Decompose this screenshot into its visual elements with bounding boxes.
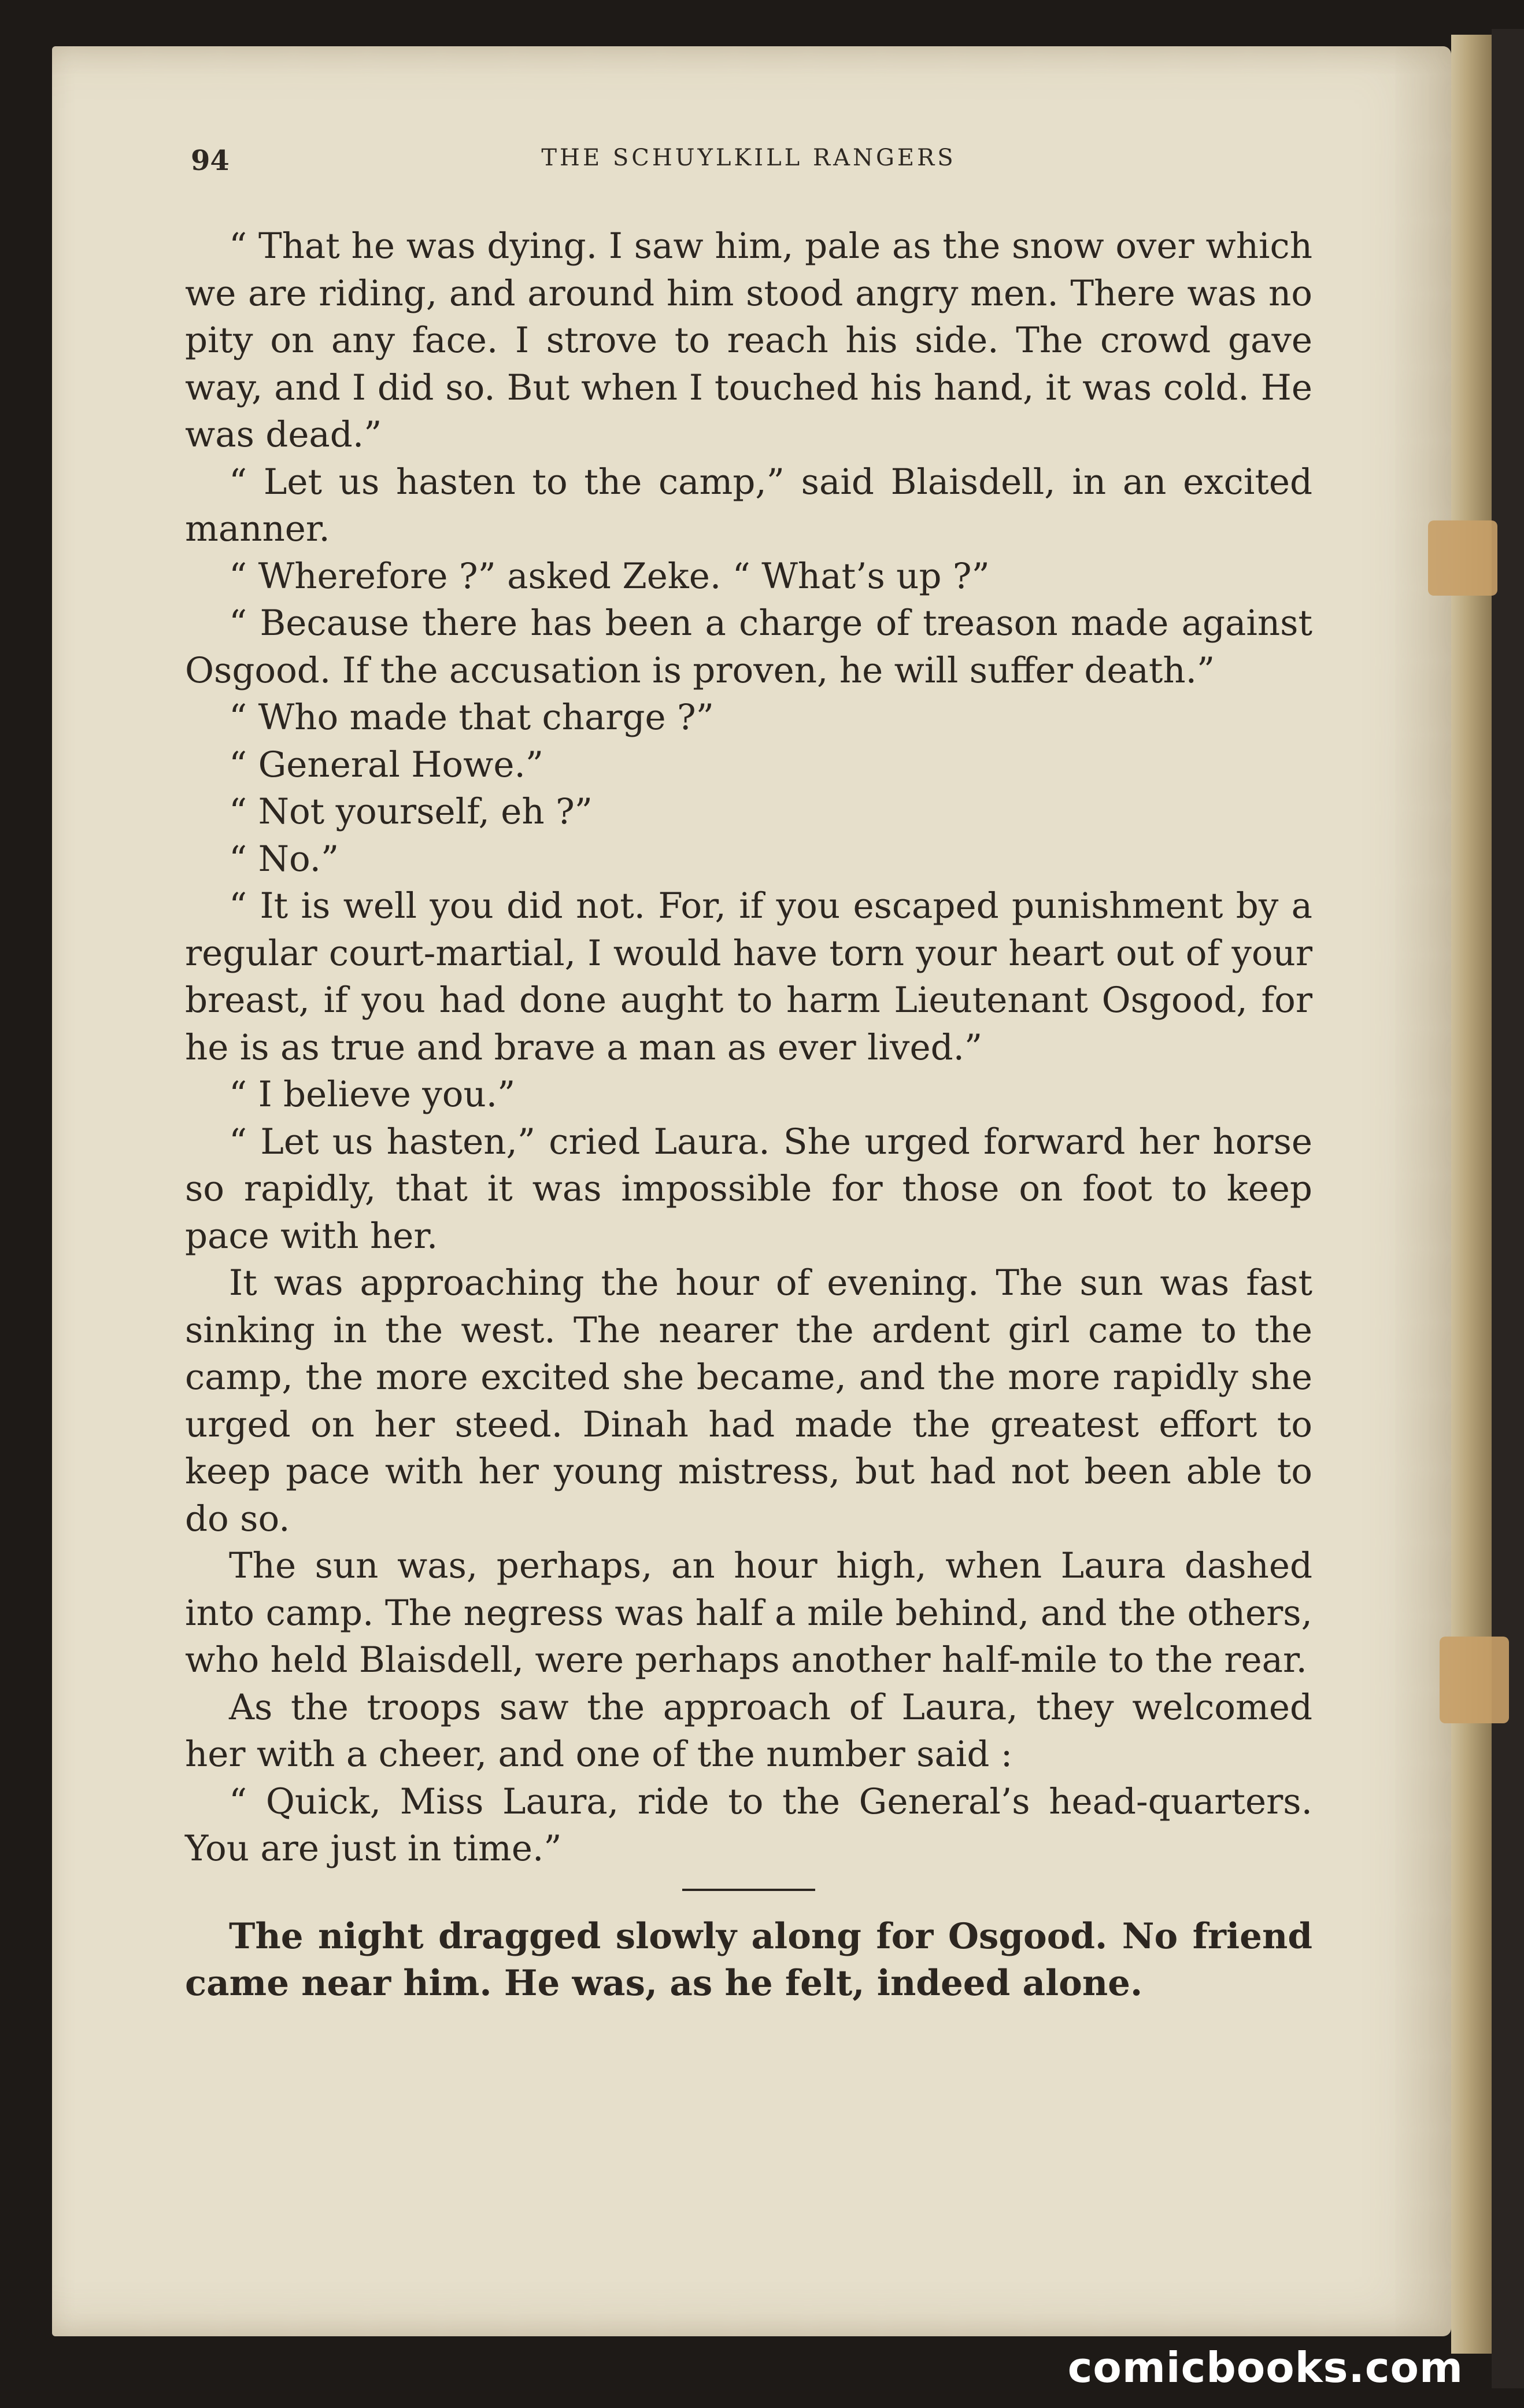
paragraph: “ Because there has been a charge of treason made against Osgood. If the accusation is proven, he will suffer death.” <box>185 603 1312 691</box>
paragraph: “ That he was dying. I saw him, pale as the snow over which we are riding, and around him stood angry men. There was no pity on any face. I strove to reach his side. The crowd gave way, and I did so. But when I touched his hand, it was cold. He was dead.” <box>185 226 1312 455</box>
running-title: THE SCHUYLKILL RANGERS <box>541 145 956 171</box>
paragraph: “ General Howe.” <box>229 744 544 785</box>
paragraph: “ Quick, Miss Laura, ride to the General’s head-quarters. You are just in time.” <box>185 1781 1312 1869</box>
paragraph: “ It is well you did not. For, if you escaped punishment by a regular court-martial, I would have torn your heart out of your breast, if you had done aught to harm Lieutenant Osgood, for he is as true and brave a man as ever lived.” <box>185 885 1312 1068</box>
paragraph: “ Let us hasten to the camp,” said Blaisdell, in an excited manner. <box>185 461 1312 549</box>
paragraph: As the troops saw the approach of Laura, they welcomed her with a cheer, and one of the number said : <box>185 1686 1312 1775</box>
paragraph: The night dragged slowly along for Osgood. No friend came near him. He was, as he felt, indeed alone. <box>185 1915 1312 2004</box>
paragraph: “ No.” <box>229 838 339 880</box>
paragraph: “ Not yourself, eh ?” <box>229 791 593 832</box>
paragraph: “ Who made that charge ?” <box>229 697 714 738</box>
page-number: 94 <box>191 145 230 177</box>
book-spine <box>1451 35 1492 2354</box>
page-header <box>191 145 1307 185</box>
paragraph: It was approaching the hour of evening. The sun was fast sinking in the west. The nearer the ardent girl came to the camp, the more excited she became, and the more rapidly she urged on her steed. Dinah had made the greatest effort to keep pace with her young mistress, but had not been able to do so. <box>185 1262 1312 1539</box>
body-text <box>185 223 1312 2007</box>
paragraph: The sun was, perhaps, an hour high, when Laura dashed into camp. The negress was half a mile behind, and the others, who held Blaisdell, were perhaps another half-mile to the rear. <box>185 1545 1312 1681</box>
section-divider <box>682 1889 815 1891</box>
tape-patch <box>1440 1637 1509 1723</box>
paragraph: “ Let us hasten,” cried Laura. She urged forward her horse so rapidly, that it was impossible for those on foot to keep pace with her. <box>185 1121 1312 1257</box>
paragraph: “ I believe you.” <box>229 1074 516 1115</box>
watermark-logo: comicbooks.com <box>1067 2343 1463 2392</box>
paragraph: “ Wherefore ?” asked Zeke. “ What’s up ?” <box>229 555 990 597</box>
page-edge <box>1492 29 1524 2388</box>
tape-patch <box>1428 520 1497 596</box>
